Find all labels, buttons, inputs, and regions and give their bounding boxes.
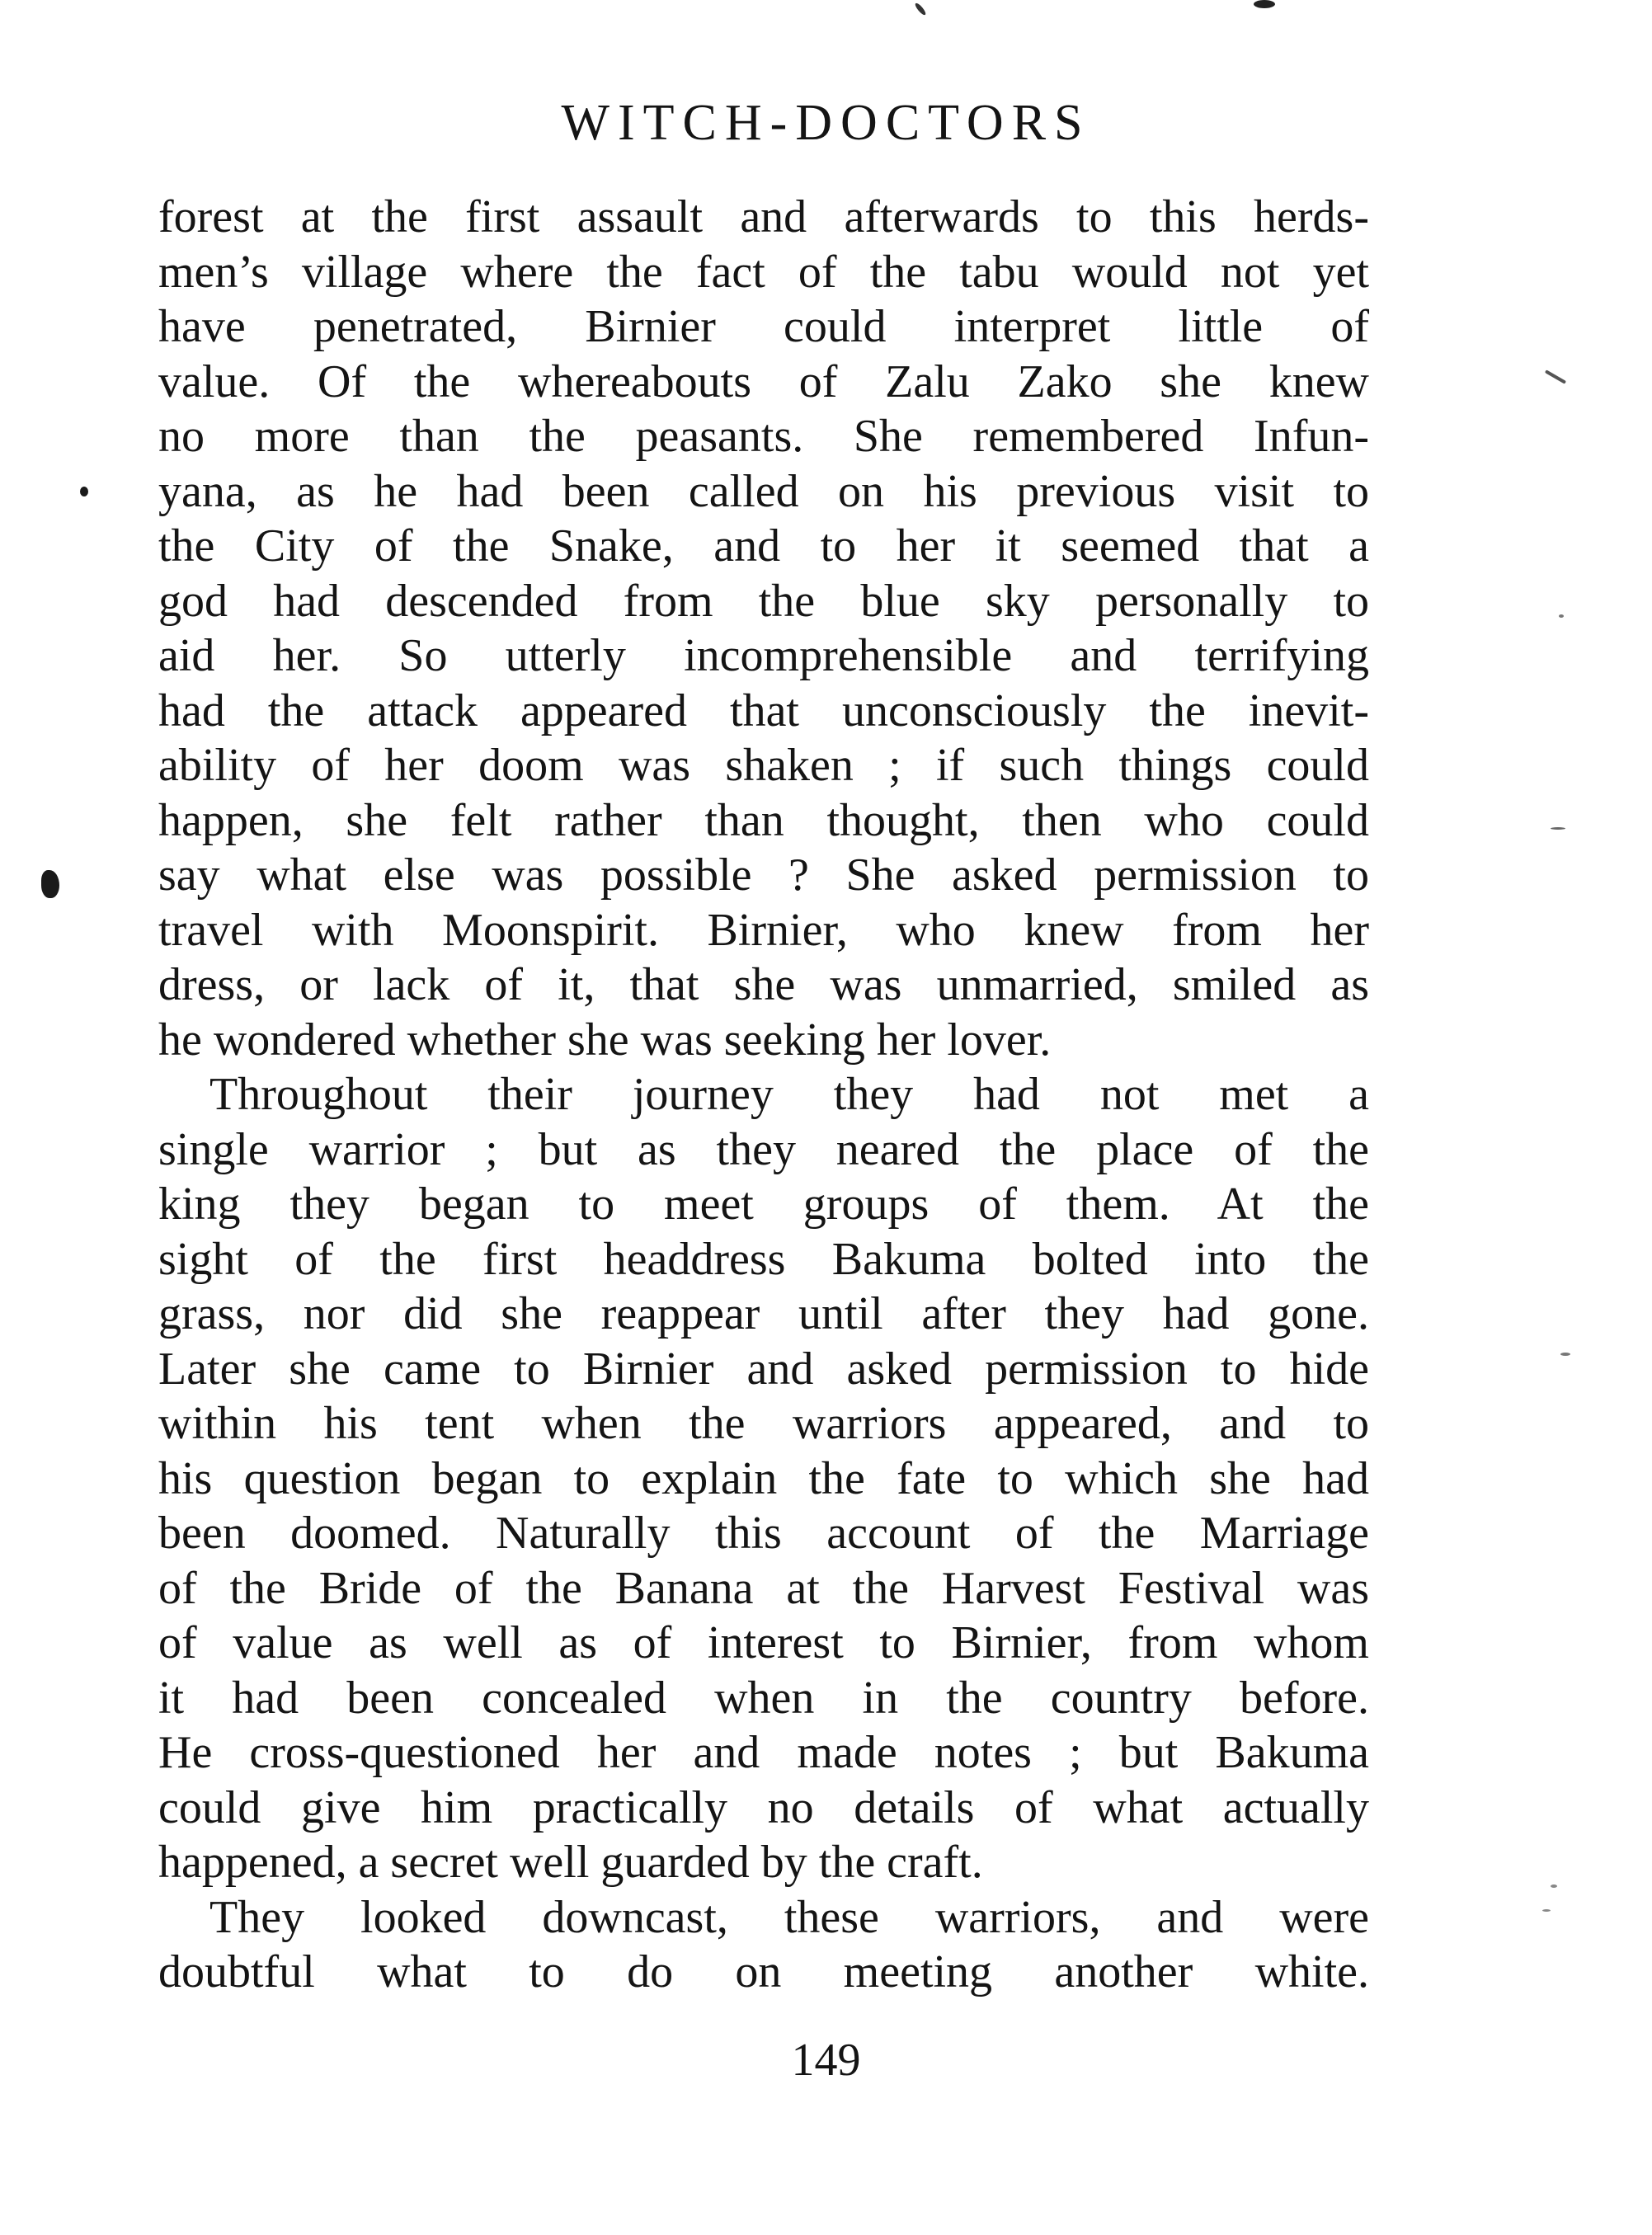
- text-line: travel with Moonspirit. Birnier, who knew from her: [158, 904, 1369, 956]
- text-line: of the Bride of the Banana at the Harvest Festival was: [158, 1562, 1369, 1614]
- text-line: the City of the Snake, and to her it seemed that a: [158, 520, 1369, 572]
- scan-speck: [41, 870, 59, 898]
- scan-speck: [1545, 369, 1566, 383]
- scan-speck: [1254, 0, 1275, 8]
- text-line: Throughout their journey they had not met a: [209, 1069, 1369, 1120]
- text-line: no more than the peasants. She remembered Infun-: [158, 411, 1369, 462]
- text-line: king they began to meet groups of them. At the: [158, 1179, 1369, 1230]
- text-line: could give him practically no details of what actually: [158, 1781, 1369, 1833]
- text-line: his question began to explain the fate to which she had: [158, 1452, 1369, 1504]
- scan-speck: [1542, 1909, 1551, 1912]
- text-line: dress, or lack of it, that she was unmarried, smiled as: [158, 959, 1369, 1010]
- scan-speck: [1551, 827, 1565, 830]
- text-line: aid her. So utterly incomprehensible and terrifying: [158, 630, 1369, 681]
- text-line: had the attack appeared that unconsciously the inevit-: [158, 685, 1369, 736]
- running-head: WITCH-DOCTORS: [561, 95, 1091, 151]
- text-line: yana, as he had been called on his previous visit to: [158, 465, 1369, 517]
- text-line: They looked downcast, these warriors, and were: [209, 1891, 1369, 1943]
- text-line: it had been concealed when in the country before.: [158, 1672, 1369, 1724]
- text-line: doubtful what to do on meeting another white.: [158, 1946, 1369, 1997]
- text-line: grass, nor did she reappear until after they had gone.: [158, 1288, 1369, 1339]
- text-line: happened, a secret well guarded by the craft.: [158, 1837, 983, 1888]
- text-line: within his tent when the warriors appeared, and to: [158, 1398, 1369, 1449]
- scan-speck: [1560, 1353, 1570, 1356]
- page-number: 149: [791, 2035, 861, 2086]
- text-line: ability of her doom was shaken ; if such things could: [158, 740, 1369, 791]
- text-line: he wondered whether she was seeking her lover.: [158, 1014, 1052, 1066]
- text-line: god had descended from the blue sky personally to: [158, 575, 1369, 627]
- body-text: [158, 190, 1369, 2000]
- text-line: have penetrated, Birnier could interpret little of: [158, 301, 1369, 352]
- scan-speck: [1551, 1884, 1557, 1888]
- text-line: been doomed. Naturally this account of the Marriage: [158, 1508, 1369, 1559]
- text-line: of value as well as of interest to Birnier, from whom: [158, 1617, 1369, 1668]
- scan-speck: [1559, 614, 1564, 618]
- text-line: say what else was possible ? She asked permission to: [158, 849, 1369, 901]
- text-line: sight of the first headdress Bakuma bolted into the: [158, 1233, 1369, 1285]
- text-line: He cross-questioned her and made notes ; but Bakuma: [158, 1727, 1369, 1778]
- text-line: happen, she felt rather than thought, then who could: [158, 794, 1369, 846]
- text-line: forest at the first assault and afterwards to this herds-: [158, 191, 1369, 242]
- scan-speck: [80, 487, 88, 496]
- text-line: men’s village where the fact of the tabu would not yet: [158, 246, 1369, 298]
- text-line: value. Of the whereabouts of Zalu Zako she knew: [158, 355, 1369, 407]
- text-line: Later she came to Birnier and asked permission to hide: [158, 1343, 1369, 1395]
- scan-speck: [914, 2, 927, 16]
- text-line: single warrior ; but as they neared the place of the: [158, 1123, 1369, 1175]
